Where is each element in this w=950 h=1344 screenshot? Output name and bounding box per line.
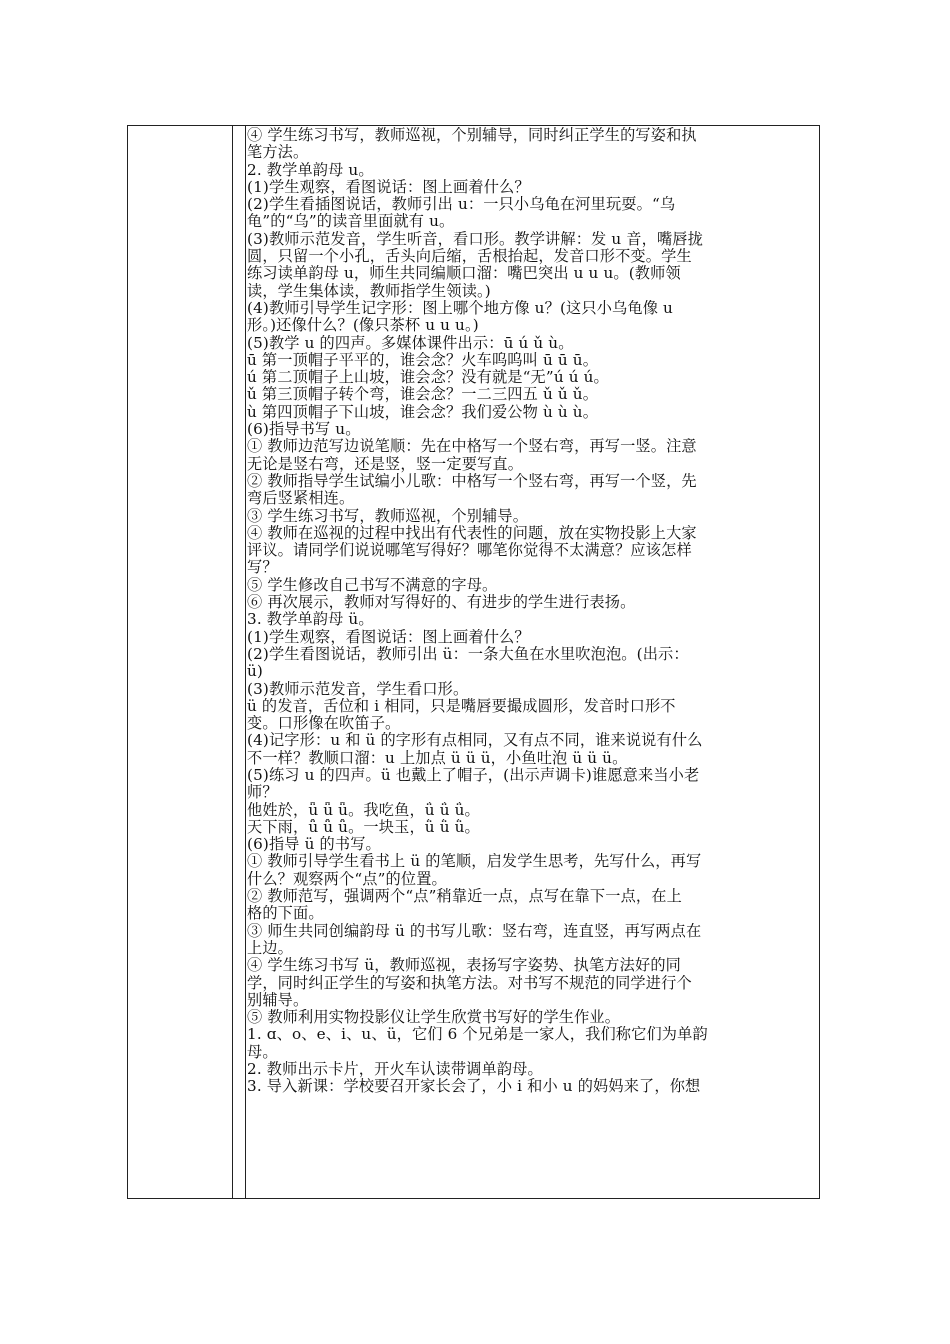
content-line: ü 的发音，舌位和 i 相同，只是嘴唇要撮成圆形，发音时口形不 bbox=[247, 697, 676, 715]
content-line: (2)学生看图说话，教师引出 ü：一条大鱼在水里吹泡泡。(出示： bbox=[247, 645, 689, 663]
content-line: 3. 教学单韵母 ü。 bbox=[247, 611, 374, 629]
content-line: 母。 bbox=[247, 1043, 278, 1061]
content-line: 格的下面。 bbox=[247, 905, 324, 923]
content-line: 学，同时纠正学生的写姿和执笔方法。对书写不规范的同学进行个 bbox=[247, 974, 692, 992]
content-line: ③ 师生共同创编韵母 ü 的书写儿歌：竖右弯，连直竖，再写两点在 bbox=[247, 922, 702, 940]
content-line: 形。)还像什么？(像只茶杯 u u u。) bbox=[247, 317, 479, 335]
content-line: (4)记字形：u 和 ü 的字形有点相同，又有点不同，谁来说说有什么 bbox=[247, 732, 703, 750]
content-line: 变。口形像在吹笛子。 bbox=[247, 715, 401, 733]
content-line: 什么？观察两个“点”的位置。 bbox=[247, 870, 447, 888]
content-line: (4)教师引导学生记字形：图上哪个地方像 u？(这只小乌龟像 u bbox=[247, 299, 673, 317]
content-line: ü) bbox=[247, 663, 264, 681]
content-line: 天下雨，ǚ ǚ ǚ。一块玉，ǜ ǜ ǜ。 bbox=[247, 818, 480, 836]
content-line: (5)练习 u 的四声。ü 也戴上了帽子，(出示声调卡)谁愿意来当小老 bbox=[247, 766, 700, 784]
content-line: ⑥ 再次展示，教师对写得好的、有进步的学生进行表扬。 bbox=[247, 594, 636, 612]
content-line: 他姓於，ǖ ǖ ǖ。我吃鱼，ǘ ǘ ǘ。 bbox=[247, 801, 480, 819]
content-line: 笔方法。 bbox=[247, 144, 309, 162]
content-line: (3)教师示范发音，学生看口形。 bbox=[247, 680, 469, 698]
content-line: (6)指导 ü 的书写。 bbox=[247, 836, 381, 854]
content-line: ú 第二顶帽子上山坡，谁会念？没有就是“无”ú ú ú。 bbox=[247, 369, 609, 387]
content-line: 上边。 bbox=[247, 939, 294, 957]
lesson-content bbox=[247, 127, 815, 1096]
content-line: 龟”的“乌”的读音里面就有 u。 bbox=[247, 213, 455, 231]
content-line: 练习读单韵母 u，师生共同编顺口溜：嘴巴突出 u u u。(教师领 bbox=[247, 265, 681, 283]
content-line: (5)教学 u 的四声。多媒体课件出示：ū ú ǔ ù。 bbox=[247, 334, 574, 352]
content-line: 圆，只留一个小孔，舌头向后缩，舌根抬起，发音口形不变。学生 bbox=[247, 248, 692, 266]
lesson-table bbox=[127, 125, 820, 1199]
table-column-narrow bbox=[233, 126, 246, 1198]
content-line: ū 第一顶帽子平平的，谁会念？火车呜呜叫 ū ū ū。 bbox=[247, 351, 599, 369]
content-line: (2)学生看插图说话，教师引出 u：一只小乌龟在河里玩耍。“乌 bbox=[247, 196, 676, 214]
content-line: ù 第四顶帽子下山坡，谁会念？我们爱公物 ù ù ù。 bbox=[247, 403, 599, 421]
content-line: 3. 导入新课：学校要召开家长会了，小 i 和小 u 的妈妈来了，你想 bbox=[247, 1078, 701, 1096]
content-line: 别辅导。 bbox=[247, 991, 309, 1009]
content-line: ③ 学生练习书写，教师巡视，个别辅导。 bbox=[247, 507, 529, 525]
content-line: ⑤ 教师利用实物投影仪让学生欣赏书写好的学生作业。 bbox=[247, 1009, 621, 1027]
content-line: ⑤ 学生修改自己书写不满意的字母。 bbox=[247, 576, 498, 594]
content-line: 师？ bbox=[247, 784, 278, 802]
content-line: (1)学生观察，看图说话：图上画着什么？ bbox=[247, 628, 530, 646]
content-line: ④ 学生练习书写，教师巡视，个别辅导，同时纠正学生的写姿和执 bbox=[247, 127, 697, 144]
content-line: ② 教师范写，强调两个“点”稍靠近一点，点写在靠下一点，在上 bbox=[247, 888, 682, 906]
content-line: 评议。请同学们说说哪笔写得好？哪笔你觉得不太满意？应该怎样 bbox=[247, 542, 692, 560]
content-line: 2. 教师出示卡片，开火车认读带调单韵母。 bbox=[247, 1061, 543, 1079]
content-line: 弯后竖紧相连。 bbox=[247, 490, 355, 508]
content-line: 读，学生集体读，教师指学生领读。) bbox=[247, 282, 491, 300]
content-line: 不一样？教顺口溜：u 上加点 ü ü ü，小鱼吐泡 ü ü ü。 bbox=[247, 749, 628, 767]
content-line: ④ 学生练习书写 ü，教师巡视，表扬写字姿势、执笔方法好的同 bbox=[247, 957, 681, 975]
content-line: (6)指导书写 u。 bbox=[247, 421, 361, 439]
content-line: ① 教师引导学生看书上 ü 的笔顺，启发学生思考，先写什么，再写 bbox=[247, 853, 702, 871]
content-line: 1. ɑ、o、e、i、u、ü，它们 6 个兄弟是一家人，我们称它们为单韵 bbox=[247, 1026, 708, 1044]
content-line: ǔ 第三顶帽子转个弯，谁会念？一二三四五 ǔ ǔ ǔ。 bbox=[247, 386, 599, 404]
content-line: 写？ bbox=[247, 559, 278, 577]
content-line: 无论是竖右弯，还是竖，竖一定要写直。 bbox=[247, 455, 524, 473]
content-line: ② 教师指导学生试编小儿歌：中格写一个竖右弯，再写一个竖，先 bbox=[247, 472, 697, 490]
content-line: ① 教师边范写边说笔顺：先在中格写一个竖右弯，再写一竖。注意 bbox=[247, 438, 697, 456]
table-column-stage bbox=[128, 126, 233, 1198]
content-line: (1)学生观察，看图说话：图上画着什么？ bbox=[247, 178, 530, 196]
content-line: 2. 教学单韵母 u。 bbox=[247, 161, 374, 179]
content-line: (3)教师示范发音，学生听音，看口形。教学讲解：发 u 音，嘴唇拢 bbox=[247, 230, 703, 248]
content-line: ④ 教师在巡视的过程中找出有代表性的问题，放在实物投影上大家 bbox=[247, 524, 697, 542]
